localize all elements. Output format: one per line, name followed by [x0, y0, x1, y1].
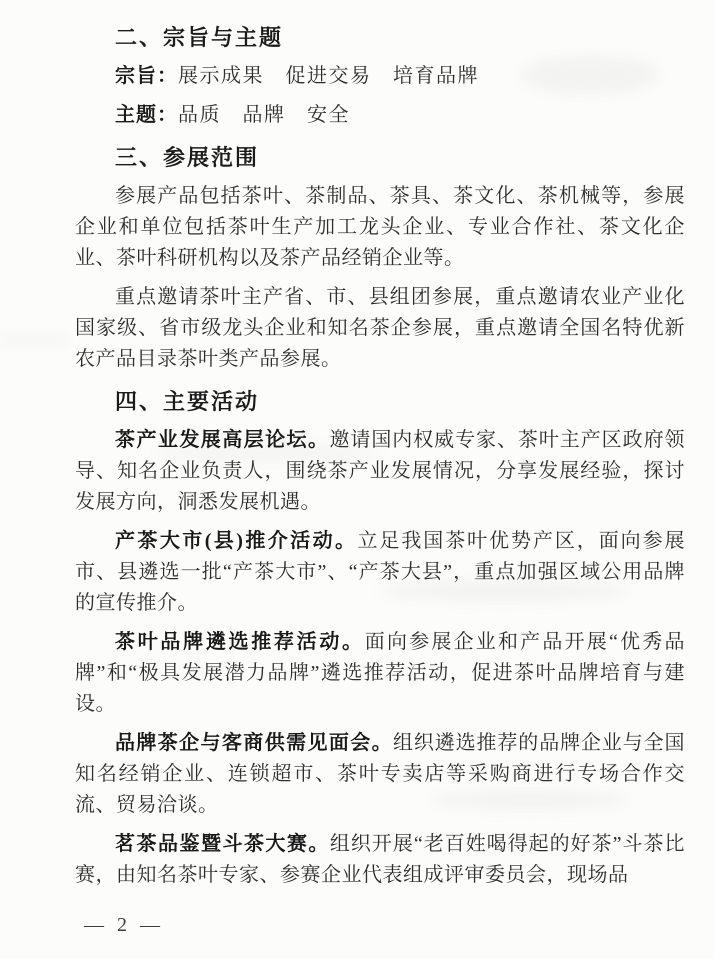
- section-heading-main-activities: 四、主要活动: [115, 389, 260, 414]
- line-purpose: [75, 61, 685, 92]
- line-theme: [75, 100, 685, 131]
- page-number: — 2 —: [84, 914, 164, 936]
- theme-label: 主题：: [115, 104, 178, 126]
- paragraph-text: 立足我国茶叶优势产区，面向参展市、县遴选一批“产茶大市”、“产茶大县”，重点加强区域公用品牌的宣传推介。: [75, 530, 685, 614]
- purpose-text: 展示成果 促进交易 培育品牌: [178, 65, 479, 87]
- paragraph-lead: 产茶大市(县)推介活动。: [115, 530, 358, 552]
- paragraph-exhibit-products: 参展产品包括茶叶、茶制品、茶具、茶文化、茶机械等，参展企业和单位包括茶叶生产加工龙头企业、专业合作社、茶文化企业、茶叶科研机构以及茶产品经销企业等。: [75, 185, 685, 269]
- paragraph-lead: 茶产业发展高层论坛。: [115, 429, 330, 451]
- paragraph-lead: 品牌茶企与客商供需见面会。: [115, 732, 393, 754]
- paragraph-tea-brand-selection: [75, 627, 685, 720]
- theme-text: 品质 品牌 安全: [178, 104, 350, 126]
- section-heading-exhibition-scope: 三、参展范围: [115, 145, 260, 170]
- scan-smudge: [0, 336, 70, 344]
- paragraph-text: 面向参展企业和产品开展“优秀品牌”和“极具发展潜力品牌”遴选推荐活动，促进茶叶品牌培育与建设。: [75, 631, 685, 715]
- section-heading-purpose-theme: 二、宗旨与主题: [115, 25, 284, 50]
- document-body: [75, 22, 685, 891]
- paragraph-supply-demand-meeting: [75, 728, 685, 821]
- paragraph-text: 邀请国内权威专家、茶叶主产区政府领导、知名企业负责人，围绕茶产业发展情况，分享发展经验，探讨发展方向，洞悉发展机遇。: [75, 429, 686, 513]
- paragraph-lead: 茶叶品牌遴选推荐活动。: [115, 631, 365, 653]
- paragraph-tea-tasting-competition: [75, 829, 685, 891]
- paragraph-key-invitations: 重点邀请茶叶主产省、市、县组团参展，重点邀请农业产业化国家级、省市级龙头企业和知名茶企参展，重点邀请全国名特优新农产品目录茶叶类产品参展。: [75, 286, 685, 370]
- paragraph-tea-city-promotion: [75, 526, 685, 619]
- paragraph-text: 组织开展“老百姓喝得起的好茶”斗茶比赛，由知名茶叶专家、参赛企业代表组成评审委员会，现场品: [75, 833, 685, 886]
- paragraph-text: 组织遴选推荐的品牌企业与全国知名经销企业、连锁超市、茶叶专卖店等采购商进行专场合作交流、贸易洽谈。: [75, 732, 685, 816]
- paragraph-tea-industry-forum: [75, 425, 685, 518]
- purpose-label: 宗旨：: [115, 65, 178, 87]
- paragraph-lead: 茗茶品鉴暨斗茶大赛。: [115, 833, 330, 855]
